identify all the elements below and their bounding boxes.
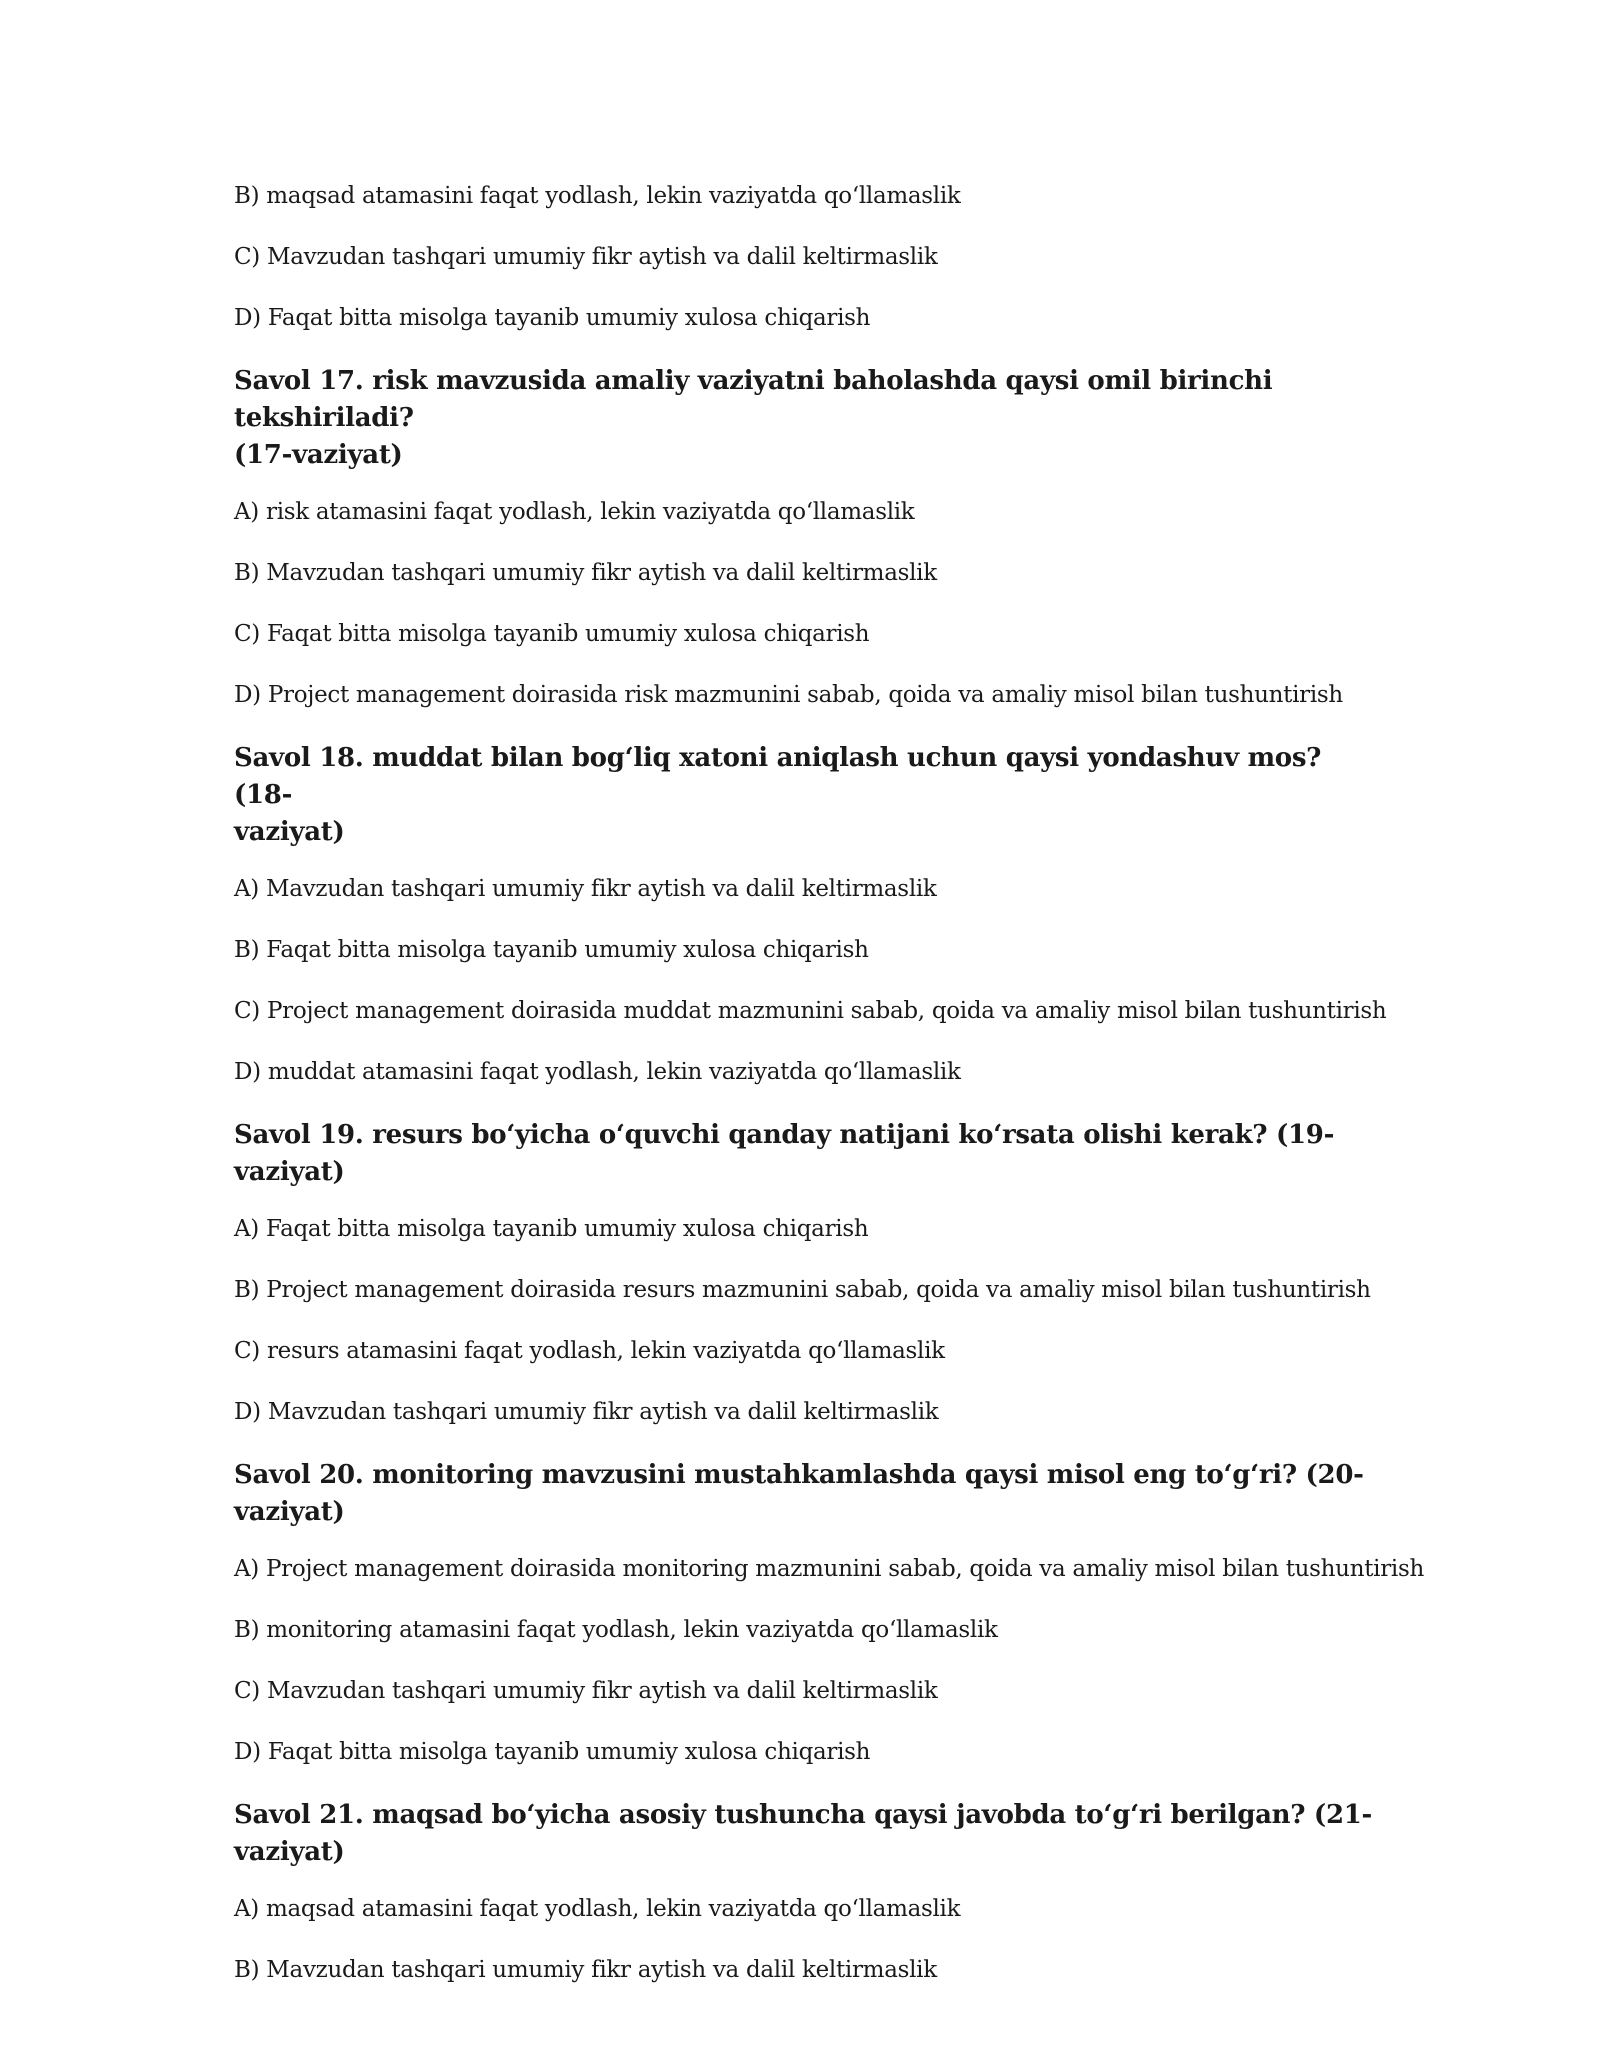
answer-option: B) maqsad atamasini faqat yodlash, lekin vaziyatda qo‘llamaslik (234, 183, 961, 209)
question-21 (234, 1797, 1384, 1986)
leading-options (234, 180, 1384, 334)
answer-option: D) muddat atamasini faqat yodlash, lekin vaziyatda qo‘llamaslik (234, 1059, 961, 1085)
answer-option: D) Mavzudan tashqari umumiy fikr aytish va dalil keltirmaslik (234, 1399, 939, 1425)
question-17 (234, 363, 1384, 711)
answer-option: B) Faqat bitta misolga tayanib umumiy xulosa chiqarish (234, 937, 869, 963)
answer-option: C) resurs atamasini faqat yodlash, lekin vaziyatda qo‘llamaslik (234, 1338, 945, 1364)
question-title (234, 1117, 1384, 1191)
question-title-line: Savol 20. monitoring mavzusini mustahkamlashda qaysi misol eng to‘g‘ri? (20-vaziyat) (234, 1460, 1364, 1527)
question-title (234, 363, 1384, 474)
answer-option: C) Project management doirasida muddat mazmunini sabab, qoida va amaliy misol bilan tushuntirish (234, 998, 1387, 1024)
answer-option: A) Project management doirasida monitoring mazmunini sabab, qoida va amaliy misol bilan tushuntirish (234, 1556, 1424, 1582)
question-20 (234, 1457, 1424, 1768)
answer-option: B) monitoring atamasini faqat yodlash, lekin vaziyatda qo‘llamaslik (234, 1617, 998, 1643)
answer-option: A) Mavzudan tashqari umumiy fikr aytish va dalil keltirmaslik (234, 876, 937, 902)
question-title-line: Savol 18. muddat bilan bog‘liq xatoni aniqlash uchun qaysi yondashuv mos? (18- (234, 743, 1322, 810)
question-title (234, 740, 1384, 851)
question-title-line: vaziyat) (234, 817, 345, 847)
question-title (234, 1457, 1384, 1531)
answer-option: A) maqsad atamasini faqat yodlash, lekin vaziyatda qo‘llamaslik (234, 1896, 961, 1922)
question-18 (234, 740, 1387, 1088)
question-title-line: Savol 19. resurs bo‘yicha o‘quvchi qanday natijani ko‘rsata olishi kerak? (19-vaziyat) (234, 1120, 1335, 1187)
answer-option: B) Mavzudan tashqari umumiy fikr aytish va dalil keltirmaslik (234, 1957, 937, 1983)
answer-option: A) risk atamasini faqat yodlash, lekin vaziyatda qo‘llamaslik (234, 499, 915, 525)
answer-option: A) Faqat bitta misolga tayanib umumiy xulosa chiqarish (234, 1216, 869, 1242)
answer-option: D) Faqat bitta misolga tayanib umumiy xulosa chiqarish (234, 305, 871, 331)
answer-option: C) Mavzudan tashqari umumiy fikr aytish va dalil keltirmaslik (234, 1678, 938, 1704)
document-page (234, 180, 1424, 2015)
answer-option: B) Project management doirasida resurs mazmunini sabab, qoida va amaliy misol bilan tushuntirish (234, 1277, 1371, 1303)
question-19 (234, 1117, 1384, 1428)
answer-option: D) Faqat bitta misolga tayanib umumiy xulosa chiqarish (234, 1739, 871, 1765)
answer-option: C) Faqat bitta misolga tayanib umumiy xulosa chiqarish (234, 621, 870, 647)
question-title-line: Savol 17. risk mavzusida amaliy vaziyatni baholashda qaysi omil birinchi tekshiriladi? (234, 366, 1273, 433)
question-title-line: Savol 21. maqsad bo‘yicha asosiy tushuncha qaysi javobda to‘g‘ri berilgan? (21-vaziyat) (234, 1800, 1373, 1867)
answer-option: C) Mavzudan tashqari umumiy fikr aytish va dalil keltirmaslik (234, 244, 938, 270)
question-title (234, 1797, 1384, 1871)
question-title-line: (17-vaziyat) (234, 440, 403, 470)
answer-option: D) Project management doirasida risk mazmunini sabab, qoida va amaliy misol bilan tushuntirish (234, 682, 1343, 708)
answer-option: B) Mavzudan tashqari umumiy fikr aytish va dalil keltirmaslik (234, 560, 937, 586)
